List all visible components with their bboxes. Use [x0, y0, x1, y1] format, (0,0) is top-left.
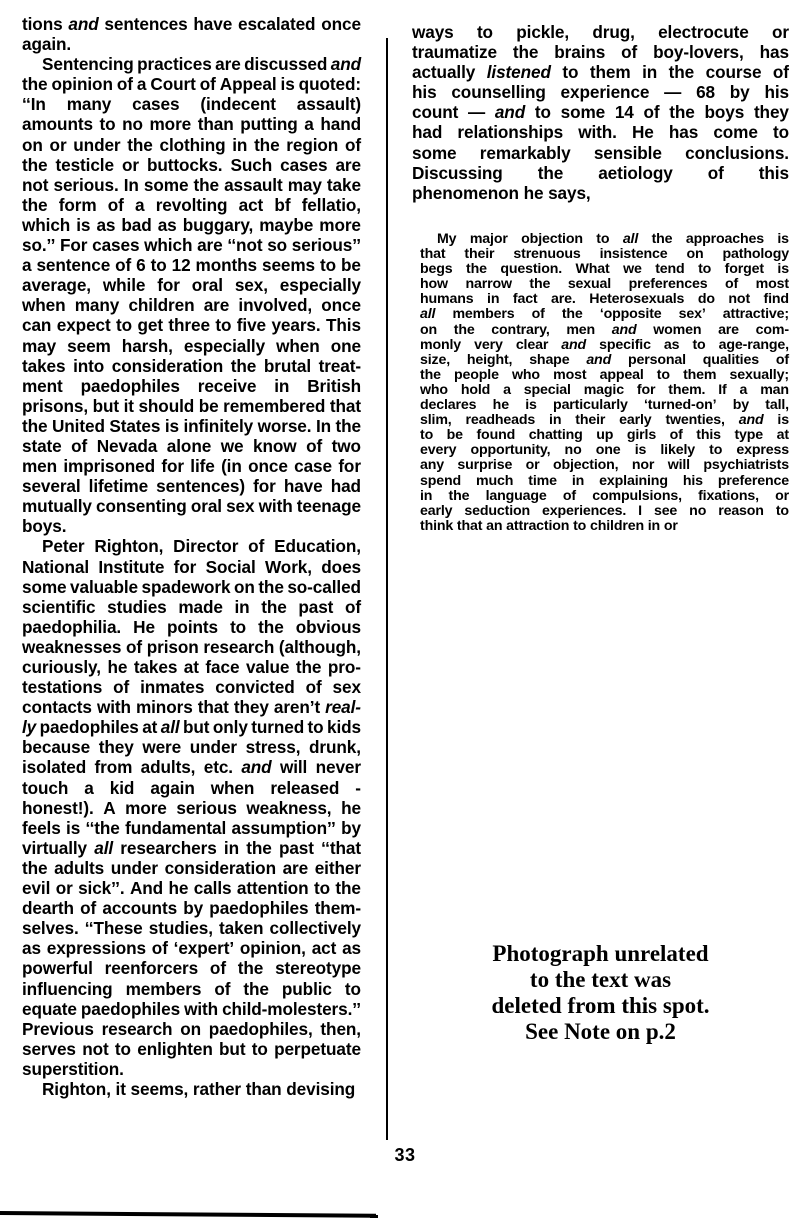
- text-line: selves. ‘‘These studies, taken collectively: [22, 918, 361, 939]
- text-line: had relationships with. He has come to: [412, 122, 789, 143]
- text-line: on or under the clothing in the region of: [22, 134, 361, 155]
- column-divider-rule: [386, 38, 388, 1140]
- quote-line: any surprise or objection, nor will psychiatrists: [420, 457, 789, 474]
- paragraph: [412, 22, 789, 203]
- text-line: the adults under consideration are either: [22, 857, 361, 878]
- text-line: tions and sentences have escalated once: [22, 14, 361, 34]
- quote-line: all members of the ‘opposite sex’ attractive;: [420, 306, 789, 323]
- quote-line: every opportunity, no one is likely to express: [420, 442, 789, 459]
- text-line: Righton, it seems, rather than devising: [42, 1078, 356, 1099]
- text-line: touch a kid again when released -: [22, 777, 361, 798]
- quote-line: humans in fact are. Heterosexuals do not find: [420, 291, 789, 308]
- text-line: traumatize the brains of boy-lovers, has: [412, 42, 789, 63]
- text-line: serves not to enlighten but to perpetuate: [22, 1038, 361, 1059]
- text-line: the United States is infinitely worse. In the: [22, 415, 361, 436]
- text-line: some valuable spadework on the so-called: [22, 576, 361, 597]
- text-line: takes into consideration the brutal treat-: [22, 355, 361, 376]
- quote-line: the people who most appeal to them sexually;: [420, 366, 789, 383]
- quote-line: think that an attraction to children in or: [420, 517, 678, 534]
- text-line: mutually consenting oral sex with teenage: [22, 496, 361, 517]
- quote-line: how narrow the sexual preferences of most: [420, 276, 789, 293]
- text-line: virtually all researchers in the past ‘‘that: [22, 837, 361, 858]
- text-line: state of Nevada alone we know of two: [22, 435, 361, 456]
- paragraph: [22, 14, 361, 54]
- photo-note-line: Photograph unrelated: [492, 941, 709, 966]
- text-line: Discussing the aetiology of this: [412, 162, 789, 183]
- quote-line: on the contrary, men and women are com-: [420, 321, 789, 338]
- quote-line: to be found chatting up girls of this type at: [420, 427, 789, 444]
- text-line: Sentencing practices are discussed and: [42, 54, 361, 75]
- paragraph: [22, 1079, 361, 1099]
- text-line: isolated from adults, etc. and will never: [22, 757, 361, 778]
- text-line: testations of inmates convicted of sex: [22, 677, 361, 698]
- quote-line: size, height, shape and personal qualities of: [420, 351, 789, 368]
- text-line: so.’’ For cases which are ‘‘not so serious’’: [22, 235, 361, 256]
- text-line: ways to pickle, drug, electrocute or: [412, 22, 789, 42]
- text-line: National Institute for Social Work, does: [22, 556, 361, 577]
- text-line: evil or sick’’. And he calls attention to the: [22, 878, 361, 899]
- text-line: Previous research on paedophiles, then,: [22, 1018, 361, 1039]
- text-line: feels is ‘‘the fundamental assumption’’ by: [22, 817, 361, 838]
- text-line: his counselling experience — 68 by his: [412, 82, 789, 103]
- text-line: not serious. In some the assault may take: [22, 174, 361, 195]
- text-line: the form of a revolting act bf fellatio,: [22, 194, 361, 215]
- text-line: average, while for oral sex, especially: [22, 275, 361, 296]
- paragraph: [22, 536, 361, 1079]
- text-line: influencing members of the public to: [22, 978, 361, 999]
- text-line: which is as bad as buggary, maybe more: [22, 214, 361, 235]
- quote-line: in the language of compulsions, fixations, or: [420, 487, 789, 504]
- text-line: may seem harsh, especially when one: [22, 335, 361, 356]
- text-line: the opinion of a Court of Appeal is quoted:: [22, 74, 361, 95]
- quote-line: slim, readheads in their early twenties, and is: [420, 412, 789, 429]
- text-line: when many children are involved, once: [22, 295, 361, 316]
- text-line: Peter Righton, Director of Education,: [42, 536, 361, 557]
- text-line: scientific studies made in the past of: [22, 596, 361, 617]
- quote-line: that their strenuous insistence on pathology: [420, 246, 789, 263]
- quote-line: My major objection to all the approaches is: [437, 231, 789, 247]
- quote-line: spend much time in explaining his preference: [420, 472, 789, 489]
- quote-line: begs the question. What we tend to forget is: [420, 261, 789, 278]
- text-line: dearth of accounts by paedophiles them-: [22, 898, 361, 919]
- text-line: count — and to some 14 of the boys they: [412, 102, 789, 123]
- text-line: equate paedophiles with child-molesters.’’: [22, 998, 361, 1019]
- text-line: men imprisoned for life (in once case for: [22, 456, 361, 477]
- quote-line: monly very clear and specific as to age-range,: [420, 336, 789, 353]
- text-line: boys.: [22, 516, 67, 537]
- text-line: amounts to no more than putting a hand: [22, 114, 361, 135]
- quote-line: early seduction experiences. I see no reason to: [420, 502, 789, 519]
- text-line: ment paedophiles receive in British: [22, 375, 361, 396]
- text-line: superstition.: [22, 1058, 124, 1079]
- text-line: ly paedophiles at all but only turned to kids: [22, 717, 361, 738]
- quote-line: declares he is particularly ‘turned-on’ by tall,: [420, 397, 789, 414]
- text-line: because they were under stress, drunk,: [22, 737, 361, 758]
- text-line: curiously, he takes at face value the pro-: [22, 657, 361, 677]
- text-line: the testicle or buttocks. Such cases are: [22, 154, 361, 175]
- left-text-column: [22, 14, 361, 1099]
- text-line: weaknesses of prison research (although,: [22, 636, 361, 657]
- photo-note-line: to the text was: [529, 967, 672, 992]
- photo-note-line: deleted from this spot.: [491, 993, 710, 1018]
- text-line: ‘‘In many cases (indecent assault): [22, 94, 361, 115]
- text-line: some remarkably sensible conclusions.: [412, 142, 789, 163]
- text-line: as expressions of ‘expert’ opinion, act as: [22, 938, 361, 959]
- text-line: actually listened to them in the course of: [412, 62, 789, 83]
- right-text-column: [412, 22, 789, 203]
- text-line: again.: [22, 34, 72, 55]
- text-line: prisons, but it should be remembered that: [22, 395, 361, 416]
- quote-line: who hold a special magic for them. If a man: [420, 381, 789, 398]
- page-number: 33: [394, 1145, 416, 1165]
- text-line: honest!). A more serious weakness, he: [22, 797, 361, 818]
- text-line: phenomenon he says,: [412, 182, 591, 203]
- paragraph: [22, 54, 361, 536]
- text-line: powerful reenforcers of the stereotype: [22, 958, 361, 979]
- text-line: can expect to get three to five years. This: [22, 315, 361, 336]
- text-line: several lifetime sentences) for have had: [22, 476, 361, 497]
- photo-removal-note: [412, 941, 789, 1045]
- block-quotation: [420, 232, 789, 534]
- text-line: a sentence of 6 to 12 months seems to be: [22, 255, 361, 276]
- scan-edge-artifact: [0, 1211, 376, 1218]
- text-line: contacts with minors that they aren’t real-: [22, 697, 361, 718]
- photo-note-line: See Note on p.2: [525, 1019, 676, 1044]
- text-line: paedophilia. He points to the obvious: [22, 616, 361, 637]
